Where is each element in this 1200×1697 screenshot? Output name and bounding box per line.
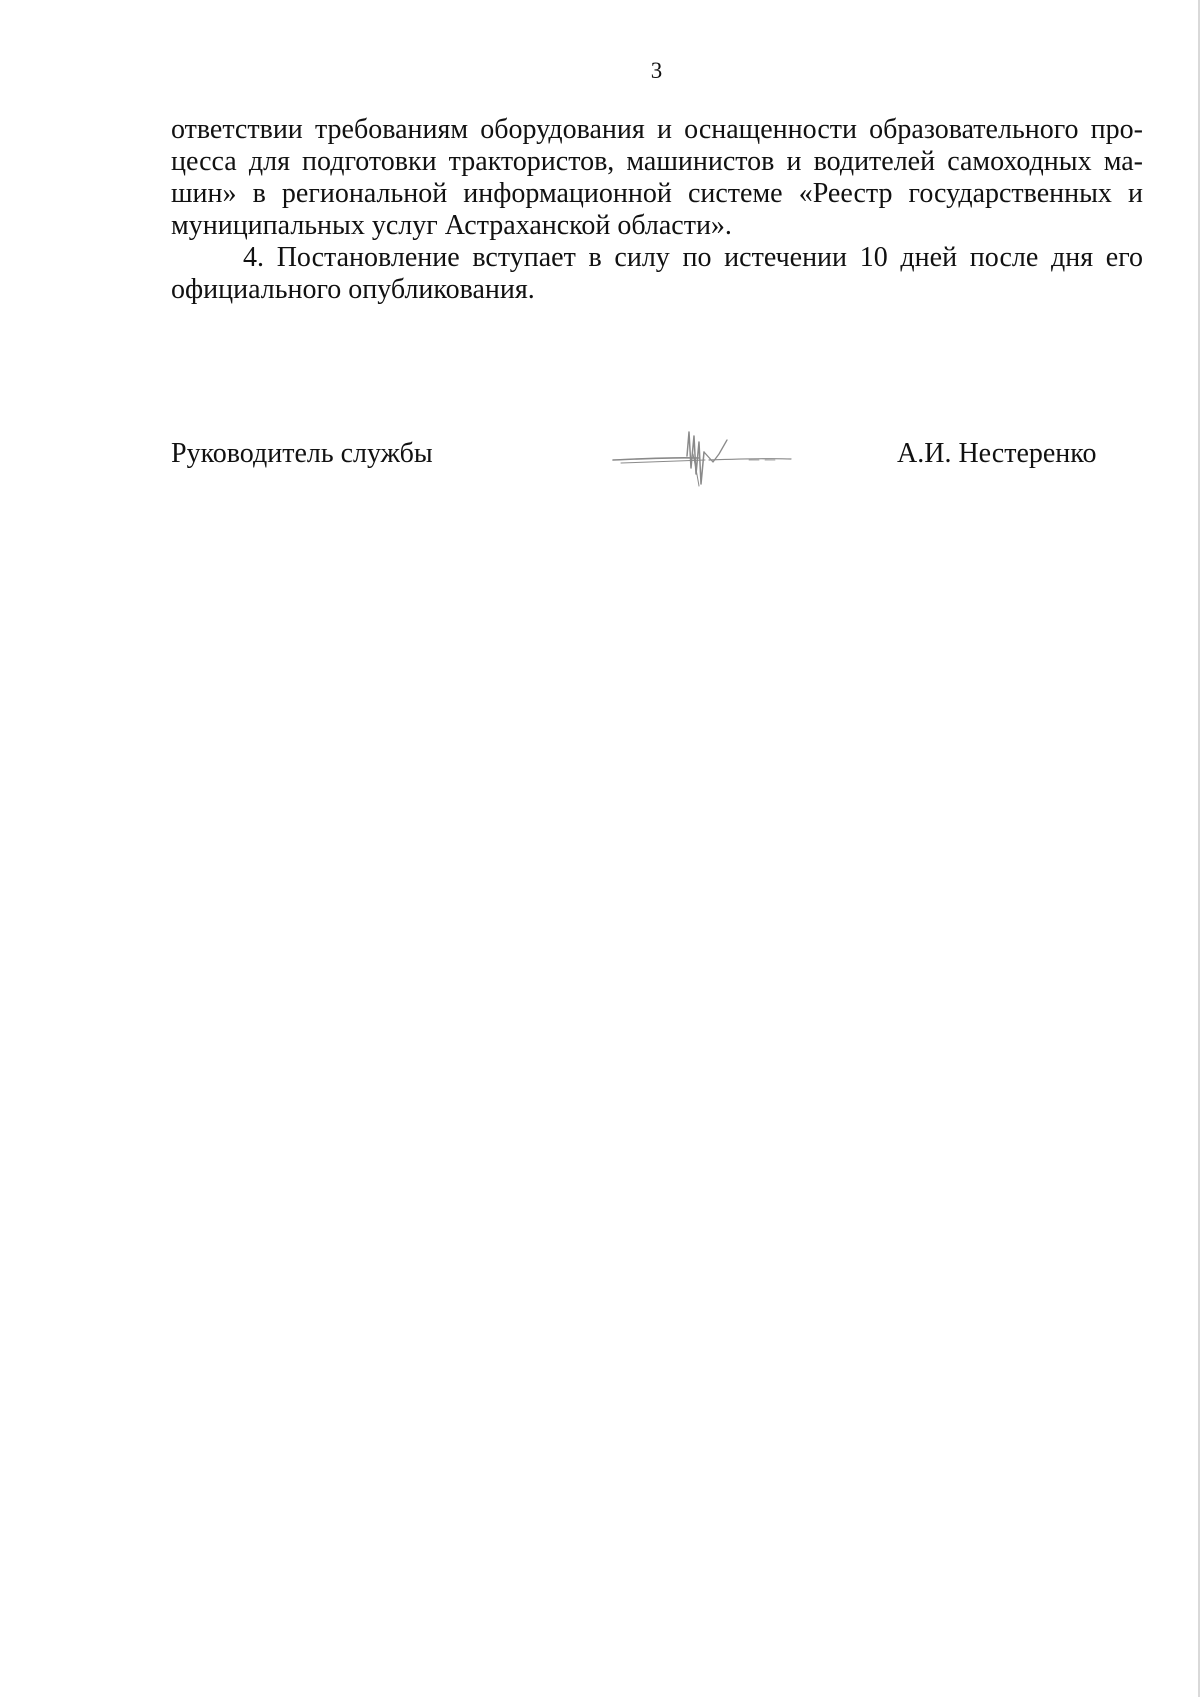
- paragraph-item-4: 4. Постановление вступает в силу по истечении 10 дней после дня его официального опубликования.: [171, 242, 1143, 305]
- signature-image: [609, 424, 793, 498]
- signatory-name: А.И. Нестеренко: [897, 438, 1097, 469]
- page-number: 3: [650, 58, 663, 83]
- signature-block: [171, 436, 1143, 496]
- paragraph-continuation: ответствии требованиям оборудования и оснащенности образовательного про-цесса для подготовки трактористов, машинистов и водителей самоходных ма-шин» в региональной информационной системе «Реестр государственных и муниципальных услуг Астраханской области».: [171, 114, 1143, 241]
- signatory-position: Руководитель службы: [171, 438, 433, 469]
- document-body: [171, 114, 1143, 306]
